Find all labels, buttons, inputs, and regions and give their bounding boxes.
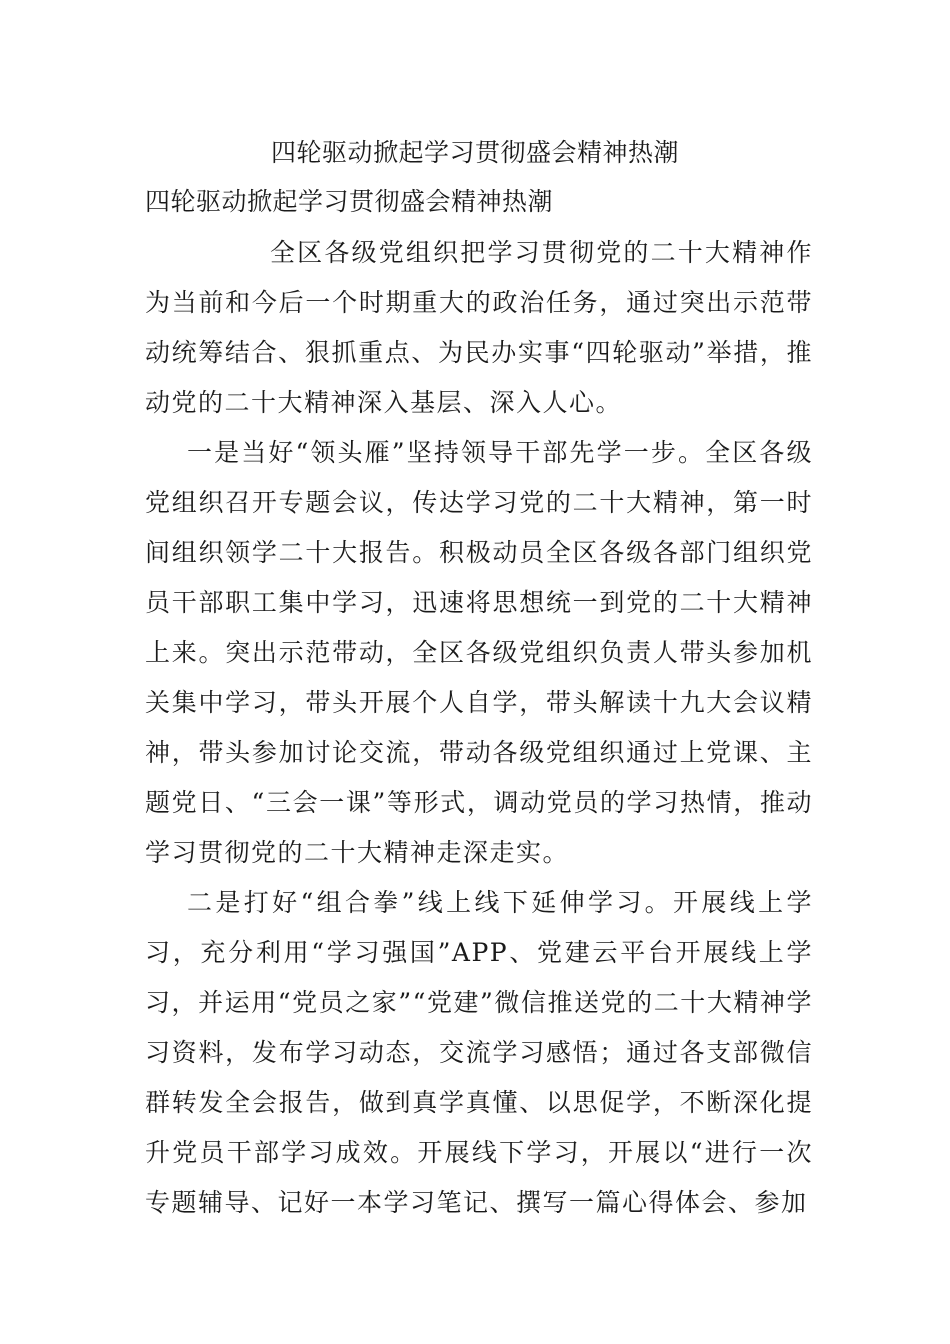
document-subtitle: 四轮驱动掀起学习贯彻盛会精神热潮 [145, 187, 554, 216]
document-body [145, 228, 813, 1228]
paragraph-point-two: 二是打好“组合拳”线上线下延伸学习。开展线上学习，充分利用“学习强国”APP、党建云平台开展线上学习，并运用“党员之家”“党建”微信推送党的二十大精神学习资料，发布学习动态，交流学习感悟；通过各支部微信群转发全会报告，做到真学真懂、以思促学，不断深化提升党员干部学习成效。开展线下学习，开展以“进行一次专题辅导、记好一本学习笔记、撰写一篇心得体会、参加 [145, 888, 813, 1217]
paragraph-point-one: 一是当好“领头雁”坚持领导干部先学一步。全区各级党组织召开专题会议，传达学习党的二十大精神，第一时间组织领学二十大报告。积极动员全区各级各部门组织党员干部职工集中学习，迅速将思想统一到党的二十大精神上来。突出示范带动，全区各级党组织负责人带头参加机关集中学习，带头开展个人自学，带头解读十九大会议精神，带头参加讨论交流，带动各级党组织通过上党课、主题党日、“三会一课”等形式，调动党员的学习热情，推动学习贯彻党的二十大精神走深走实。 [145, 438, 813, 867]
document-title: 四轮驱动掀起学习贯彻盛会精神热潮 [270, 138, 679, 167]
paragraph-intro: 全区各级党组织把学习贯彻党的二十大精神作为当前和今后一个时期重大的政治任务，通过突出示范带动统筹结合、狠抓重点、为民办实事“四轮驱动”举措，推动党的二十大精神深入基层、深入人心。 [145, 238, 813, 417]
